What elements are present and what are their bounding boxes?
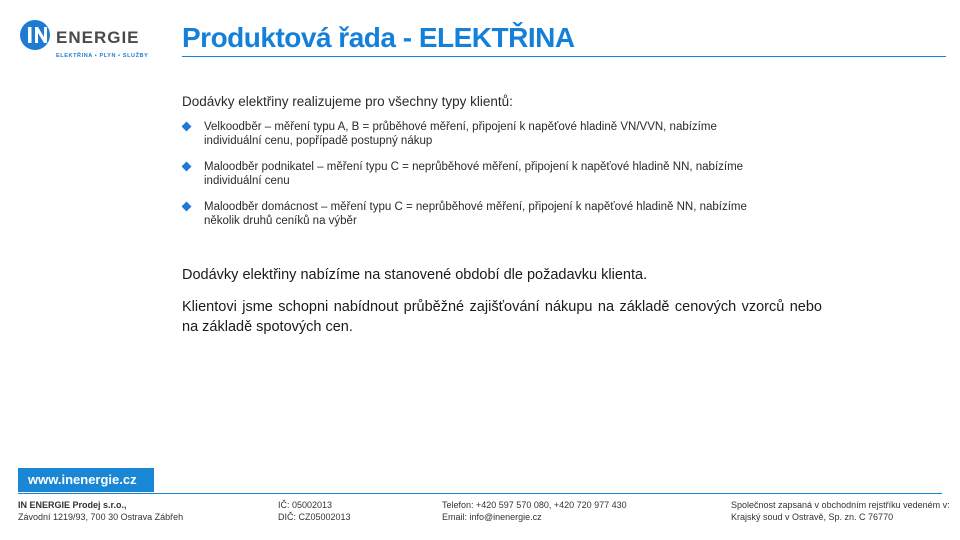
company-address: Závodní 1219/93, 700 30 Ostrava Zábřeh: [18, 512, 184, 522]
diamond-bullet-icon: [182, 162, 192, 172]
registry-line: Společnost zapsaná v obchodním rejstříku vedeném v:: [731, 500, 950, 510]
footer-registry: [731, 499, 950, 523]
logo-text: ENERGIE: [56, 28, 140, 47]
website-link[interactable]: www.inenergie.cz: [18, 468, 154, 492]
footer-company: [18, 499, 183, 523]
list-item: [182, 120, 822, 148]
paragraph-pricing: Klientovi jsme schopni nabídnout průběžné zajišťování nákupu na základě cenových vzorců nebo na základě spotových cen.: [182, 299, 822, 335]
paragraph-period: Dodávky elektřiny nabízíme na stanovené období dle požadavku klienta.: [182, 267, 648, 283]
bullet-line: individuální cenu: [204, 175, 290, 187]
footer-contact: [442, 499, 627, 523]
diamond-bullet-icon: [182, 122, 192, 132]
bullet-line: Maloodběr podnikatel – měření typu C = neprůběhové měření, připojení k napěťové hladině NN, nabízíme: [204, 161, 744, 173]
company-logo: [18, 18, 158, 68]
company-dic: DIČ: CZ05002013: [278, 512, 351, 522]
registry-line: Krajský soud v Ostravě, Sp. zn. C 76770: [731, 512, 894, 522]
bullet-line: individuální cenu, popřípadě postupný nákup: [204, 135, 433, 147]
intro-text: Dodávky elektřiny realizujeme pro všechny typy klientů:: [182, 94, 513, 109]
bullet-line: Velkoodběr – měření typu A, B = průběhové měření, připojení k napěťové hladině VN/VVN, nabízíme: [204, 121, 717, 133]
list-item: [182, 200, 822, 228]
contact-email[interactable]: Email: info@inenergie.cz: [442, 512, 542, 522]
footer-ids: [278, 499, 351, 523]
page-title: Produktová řada - ELEKTŘINA: [182, 22, 575, 53]
client-type-list: [182, 120, 822, 240]
diamond-bullet-icon: [182, 202, 192, 212]
contact-phone: Telefon: +420 597 570 080, +420 720 977 430: [442, 500, 627, 510]
in-energie-logo-icon: [18, 18, 158, 52]
footer-divider: [18, 493, 942, 494]
list-item: [182, 160, 822, 188]
company-ic: IČ: 05002013: [278, 500, 333, 510]
logo-tagline: ELEKTŘINA • PLYN • SLUŽBY: [56, 53, 149, 59]
title-divider: [182, 56, 946, 57]
company-name: IN ENERGIE Prodej s.r.o.,: [18, 500, 127, 510]
bullet-line: Maloodběr domácnost – měření typu C = neprůběhové měření, připojení k napěťové hladině NN, nabízíme: [204, 201, 747, 213]
bullet-line: několik druhů ceníků na výběr: [204, 215, 357, 227]
